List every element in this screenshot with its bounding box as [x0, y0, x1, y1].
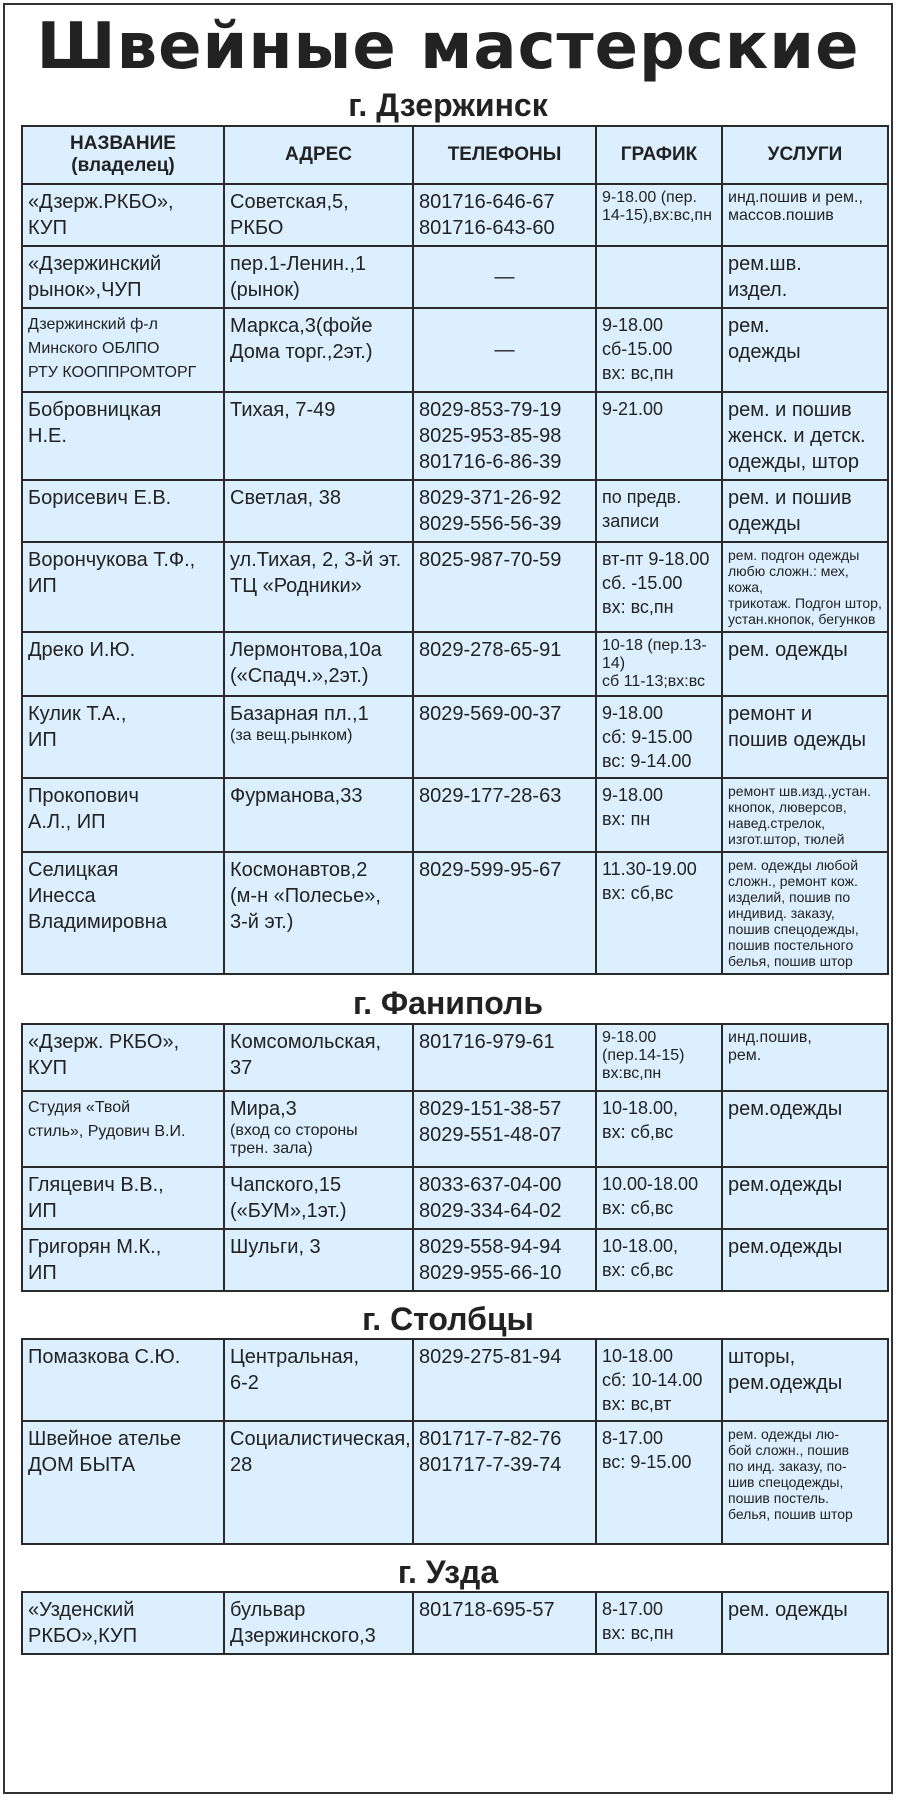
address-line: Центральная, — [230, 1346, 360, 1368]
name-line: Прокопович — [28, 785, 139, 807]
cell-phones — [413, 1421, 596, 1544]
table-row — [22, 696, 888, 778]
table-row — [22, 308, 888, 392]
name-line: «Дзерж.РКБО», — [28, 191, 174, 213]
cell-services — [722, 308, 888, 392]
header-schedule — [596, 126, 722, 184]
table-row — [22, 778, 888, 852]
cell-phones — [413, 308, 596, 392]
services-line: любю сложн.: мех, кожа, — [728, 563, 849, 595]
cell-address — [224, 392, 413, 480]
address-line: (м-н «Полесье», — [230, 885, 381, 907]
phone-line: 8029-558-94-94 — [419, 1236, 562, 1258]
cell-name — [22, 246, 224, 308]
schedule-line: 14-15),вх:вс,пн — [602, 207, 712, 224]
address-line: пер.1-Ленин.,1 — [230, 253, 367, 275]
cell-phones — [413, 1339, 596, 1421]
cell-services — [722, 1167, 888, 1229]
services-line: навед.стрелок, — [728, 815, 825, 831]
cell-address — [224, 778, 413, 852]
cell-address — [224, 1421, 413, 1544]
address-line: бульвар — [230, 1599, 306, 1621]
address-line: Тихая, 7-49 — [230, 399, 336, 421]
services-line: белья, пошив штор — [728, 953, 853, 969]
cell-schedule — [596, 246, 722, 308]
cell-name — [22, 308, 224, 392]
name-line: РТУ КООППРОМТОРГ — [28, 364, 197, 381]
cell-address — [224, 1592, 413, 1654]
schedule-line: 8-17.00 — [602, 1428, 664, 1448]
table-row — [22, 852, 888, 974]
schedule-line: 10-18.00, — [602, 1236, 679, 1256]
cell-schedule — [596, 1024, 722, 1091]
schedule-line: сб-15.00 — [602, 339, 673, 359]
schedule-line: сб: 9-15.00 — [602, 727, 693, 747]
city-heading: г. Узда — [397, 1554, 499, 1590]
city-heading: г. Столбцы — [362, 1301, 534, 1337]
listing-table — [21, 1023, 889, 1292]
cell-schedule — [596, 852, 722, 974]
schedule-line: записи — [602, 511, 660, 531]
phone-line: 8025-953-85-98 — [419, 425, 562, 447]
address-line: («БУМ»,1эт.) — [230, 1200, 347, 1222]
phone-line: 801716-6-86-39 — [419, 451, 562, 473]
address-line: 3-й эт.) — [230, 911, 294, 933]
cell-name — [22, 1024, 224, 1091]
schedule-line: по предв. — [602, 487, 682, 507]
services-line: белья, пошив штор — [728, 1506, 853, 1522]
phone-line: 8029-853-79-19 — [419, 399, 562, 421]
services-line: индивид. заказу, — [728, 905, 835, 921]
services-line: пошив постель. — [728, 1490, 830, 1506]
cell-address — [224, 852, 413, 974]
table-row — [22, 1024, 888, 1091]
address-line: Светлая, 38 — [230, 487, 342, 509]
cell-services — [722, 1024, 888, 1091]
cell-schedule — [596, 480, 722, 542]
cell-name — [22, 1339, 224, 1421]
schedule-line: 9-21.00 — [602, 399, 664, 419]
cell-address — [224, 1091, 413, 1167]
phone-line: 8029-275-81-94 — [419, 1346, 562, 1368]
cell-services — [722, 542, 888, 632]
phone-line: 801718-695-57 — [419, 1599, 555, 1621]
table-row — [22, 480, 888, 542]
schedule-line: вх: сб,вс — [602, 883, 674, 903]
services-line: одежды — [728, 513, 801, 535]
services-line: пошив одежды — [728, 729, 867, 751]
phone-line: 8029-151-38-57 — [419, 1098, 562, 1120]
schedule-line: 9-18.00 — [602, 703, 664, 723]
phone-line: 8033-637-04-00 — [419, 1174, 562, 1196]
listing-table — [21, 125, 889, 975]
header-phones-line: ТЕЛЕФОНЫ — [447, 144, 562, 165]
cell-name — [22, 184, 224, 246]
cell-phones — [413, 480, 596, 542]
table-row — [22, 1592, 888, 1654]
schedule-line: 9-18.00 — [602, 1029, 657, 1046]
name-line: Дзержинский ф-л — [28, 316, 158, 333]
services-line: бой сложн., пошив — [728, 1442, 850, 1458]
schedule-line: вх: сб,вс — [602, 1198, 674, 1218]
services-line: рем.одежды — [728, 1236, 843, 1258]
cell-name — [22, 778, 224, 852]
cell-phones — [413, 852, 596, 974]
address-line: Чапского,15 — [230, 1174, 342, 1196]
phone-line: 801716-646-67 — [419, 191, 555, 213]
header-name-line: НАЗВАНИЕ — [70, 133, 176, 154]
services-line: устан.кнопок, бегунков — [728, 611, 876, 627]
cell-services — [722, 1339, 888, 1421]
services-line: шив спецодежды, — [728, 1474, 844, 1490]
services-line: одежды, штор — [728, 451, 860, 473]
cell-services — [722, 778, 888, 852]
services-line: издел. — [728, 279, 788, 301]
cell-phones — [413, 1592, 596, 1654]
name-line: Владимировна — [28, 911, 167, 933]
services-line: кнопок, люверсов, — [728, 799, 847, 815]
phone-line: 801717-7-39-74 — [419, 1454, 562, 1476]
name-line: ИП — [28, 575, 57, 597]
address-line: 28 — [230, 1454, 253, 1476]
phone-line: 8029-955-66-10 — [419, 1262, 562, 1284]
name-line: КУП — [28, 217, 67, 239]
header-address-line: АДРЕС — [284, 144, 353, 165]
services-line: изгот.штор, тюлей — [728, 831, 845, 847]
phone-line: 8025-987-70-59 — [419, 549, 562, 571]
services-line: женск. и детск. — [728, 425, 866, 447]
address-line: Социалистическая, — [230, 1428, 411, 1450]
address-line: 37 — [230, 1057, 253, 1079]
schedule-line: вх: пн — [602, 809, 651, 829]
cell-services — [722, 1229, 888, 1291]
header-schedule-line: ГРАФИК — [620, 144, 698, 165]
cell-schedule — [596, 1339, 722, 1421]
table-row — [22, 246, 888, 308]
services-line: рем. — [728, 315, 770, 337]
name-line: Гляцевич В.В., — [28, 1174, 164, 1196]
address-line: (вход со стороны — [230, 1122, 358, 1139]
cell-phones — [413, 542, 596, 632]
name-line: Минского ОБЛПО — [28, 340, 160, 357]
name-line: Дреко И.Ю. — [28, 639, 136, 661]
schedule-line: 9-18.00 (пер. — [602, 189, 697, 206]
services-line: рем.одежды — [728, 1372, 843, 1394]
cell-address — [224, 246, 413, 308]
cell-phones — [413, 184, 596, 246]
cell-schedule — [596, 392, 722, 480]
schedule-line: 10-18 (пер.13-14) — [602, 637, 707, 672]
services-line: пошив спецодежды, — [728, 921, 859, 937]
cell-services — [722, 852, 888, 974]
listing-table — [21, 1338, 889, 1545]
phone-line: 8029-177-28-63 — [419, 785, 562, 807]
services-line: рем. одежды — [728, 639, 848, 661]
phone-line: — — [494, 266, 515, 288]
cell-services — [722, 696, 888, 778]
cell-address — [224, 480, 413, 542]
cell-address — [224, 1024, 413, 1091]
phone-line: — — [494, 339, 515, 361]
name-line: Ворончукова Т.Ф., — [28, 549, 196, 571]
services-line: массов.пошив — [728, 207, 834, 224]
cell-schedule — [596, 1229, 722, 1291]
cell-schedule — [596, 1167, 722, 1229]
table-row — [22, 1421, 888, 1544]
name-line: Студия «Твой — [28, 1099, 131, 1116]
cell-name — [22, 1091, 224, 1167]
services-line: одежды — [728, 341, 801, 363]
cell-services — [722, 246, 888, 308]
cell-schedule — [596, 1592, 722, 1654]
address-line: Лермонтова,10а — [230, 639, 382, 661]
address-line: Комсомольская, — [230, 1031, 382, 1053]
schedule-line: 10-18.00, — [602, 1098, 679, 1118]
phone-line: 8029-371-26-92 — [419, 487, 562, 509]
cell-services — [722, 480, 888, 542]
cell-phones — [413, 1024, 596, 1091]
cell-address — [224, 696, 413, 778]
cell-schedule — [596, 184, 722, 246]
address-line: трен. зала) — [230, 1140, 313, 1157]
address-line: Советская,5, — [230, 191, 349, 213]
services-line: рем. одежды лю- — [728, 1426, 840, 1442]
header-services — [722, 126, 888, 184]
schedule-line: вх: сб,вс — [602, 1122, 674, 1142]
cell-name — [22, 632, 224, 696]
services-line: рем. одежды — [728, 1599, 848, 1621]
table-row — [22, 542, 888, 632]
name-line: ИП — [28, 1262, 57, 1284]
name-line: «Дзержинский — [28, 253, 162, 275]
schedule-line: вс: 9-15.00 — [602, 1452, 692, 1472]
services-line: пошив постельного — [728, 937, 854, 953]
address-line: Шульги, 3 — [230, 1236, 321, 1258]
cell-services — [722, 1592, 888, 1654]
cell-name — [22, 696, 224, 778]
services-line: рем. и пошив — [728, 399, 852, 421]
address-line: Фурманова,33 — [230, 785, 363, 807]
cell-name — [22, 1421, 224, 1544]
schedule-line: сб: 10-14.00 — [602, 1370, 703, 1390]
phone-line: 8029-556-56-39 — [419, 513, 562, 535]
cell-services — [722, 1091, 888, 1167]
listing-content — [5, 85, 891, 1655]
cell-schedule — [596, 1091, 722, 1167]
phone-line: 8029-278-65-91 — [419, 639, 562, 661]
table-row — [22, 1091, 888, 1167]
header-name — [22, 126, 224, 184]
name-line: Швейное ателье — [28, 1428, 182, 1450]
name-line: стиль», Рудович В.И. — [28, 1123, 186, 1140]
name-line: Кулик Т.А., — [28, 703, 127, 725]
services-line: рем.одежды — [728, 1098, 843, 1120]
header-name-line: (владелец) — [71, 155, 175, 176]
table-header-row — [22, 126, 888, 184]
header-address — [224, 126, 413, 184]
cell-services — [722, 632, 888, 696]
services-line: рем. — [728, 1047, 762, 1064]
city-heading: г. Фаниполь — [352, 985, 544, 1021]
name-line: «Дзерж. РКБО», — [28, 1031, 180, 1053]
listing-table — [21, 1591, 889, 1655]
cell-name — [22, 852, 224, 974]
schedule-line: 8-17.00 — [602, 1599, 664, 1619]
address-line: 6-2 — [230, 1372, 259, 1394]
name-line: Селицкая — [28, 859, 119, 881]
table-row — [22, 1339, 888, 1421]
cell-phones — [413, 778, 596, 852]
name-line: Бобровницкая — [28, 399, 162, 421]
address-line: Космонавтов,2 — [230, 859, 368, 881]
address-line: Дзержинского,3 — [230, 1625, 376, 1647]
name-line: Инесса — [28, 885, 96, 907]
schedule-line: 11.30-19.00 — [602, 859, 697, 879]
address-line: ул.Тихая, 2, 3-й эт. — [230, 549, 402, 571]
schedule-line: вх: вс,пн — [602, 363, 674, 383]
schedule-line: 10-18.00 — [602, 1346, 674, 1366]
name-line: «Узденский — [28, 1599, 135, 1621]
cell-address — [224, 542, 413, 632]
services-line: рем.шв. — [728, 253, 802, 275]
table-row — [22, 1167, 888, 1229]
address-line: (за вещ.рынком) — [230, 727, 353, 744]
schedule-line: сб 11-13;вх:вс — [602, 673, 706, 690]
schedule-line: 9-18.00 — [602, 315, 664, 335]
cell-services — [722, 184, 888, 246]
cell-schedule — [596, 696, 722, 778]
name-line: Н.Е. — [28, 425, 67, 447]
cell-name — [22, 392, 224, 480]
address-line: Мира,3 — [230, 1098, 297, 1120]
phone-line: 8029-334-64-02 — [419, 1200, 562, 1222]
services-line: ремонт шв.изд.,устан. — [728, 783, 871, 799]
name-line: ДОМ БЫТА — [28, 1454, 136, 1476]
cell-phones — [413, 246, 596, 308]
schedule-line: вх: вс,пн — [602, 1623, 674, 1643]
cell-schedule — [596, 308, 722, 392]
name-line: Борисевич Е.В. — [28, 487, 172, 509]
address-line: Дома торг.,2эт.) — [230, 341, 373, 363]
name-line: Помазкова С.Ю. — [28, 1346, 181, 1368]
name-line: ИП — [28, 1200, 57, 1222]
page — [3, 3, 893, 1794]
services-line: шторы, — [728, 1346, 796, 1368]
cell-name — [22, 542, 224, 632]
schedule-line: 9-18.00 — [602, 785, 664, 805]
cell-address — [224, 1339, 413, 1421]
cell-phones — [413, 1229, 596, 1291]
table-row — [22, 632, 888, 696]
name-line: А.Л., ИП — [28, 811, 106, 833]
cell-address — [224, 1229, 413, 1291]
services-line: рем. и пошив — [728, 487, 852, 509]
cell-phones — [413, 696, 596, 778]
schedule-line: (пер.14-15) — [602, 1047, 685, 1064]
schedule-line: вт-пт 9-18.00 — [602, 549, 710, 569]
services-line: инд.пошив, — [728, 1029, 812, 1046]
schedule-line: сб. -15.00 — [602, 573, 683, 593]
schedule-line: 10.00-18.00 — [602, 1174, 699, 1194]
table-row — [22, 184, 888, 246]
schedule-line: вх: сб,вс — [602, 1260, 674, 1280]
cell-schedule — [596, 542, 722, 632]
services-line: по инд. заказу, по- — [728, 1458, 847, 1474]
address-line: Маркса,3(фойе — [230, 315, 373, 337]
phone-line: 8029-569-00-37 — [419, 703, 562, 725]
schedule-line: вх: вс,пн — [602, 597, 674, 617]
services-line: инд.пошив и рем., — [728, 189, 863, 206]
city-heading: г. Дзержинск — [348, 87, 548, 123]
cell-address — [224, 1167, 413, 1229]
services-line: рем. подгон одежды — [728, 547, 860, 563]
header-phones — [413, 126, 596, 184]
cell-address — [224, 184, 413, 246]
services-line: сложн., ремонт кож. — [728, 873, 858, 889]
phone-line: 8029-551-48-07 — [419, 1124, 562, 1146]
cell-schedule — [596, 778, 722, 852]
schedule-line: вх:вс,пн — [602, 1065, 662, 1082]
cell-phones — [413, 392, 596, 480]
address-line: ТЦ «Родники» — [230, 575, 362, 597]
header-services-line: УСЛУГИ — [767, 144, 843, 165]
name-line: рынок»,ЧУП — [28, 279, 142, 301]
phone-line: 801717-7-82-76 — [419, 1428, 562, 1450]
schedule-line: вх: вс,вт — [602, 1394, 672, 1414]
name-line: ИП — [28, 729, 57, 751]
cell-phones — [413, 1167, 596, 1229]
services-line: рем. одежды любой — [728, 857, 859, 873]
address-line: РКБО — [230, 217, 284, 239]
cell-schedule — [596, 632, 722, 696]
name-line: Григорян М.К., — [28, 1236, 162, 1258]
cell-phones — [413, 1091, 596, 1167]
table-row — [22, 1229, 888, 1291]
services-line: ремонт и — [728, 703, 813, 725]
cell-services — [722, 392, 888, 480]
cell-name — [22, 1592, 224, 1654]
cell-address — [224, 632, 413, 696]
address-line: Базарная пл.,1 — [230, 703, 369, 725]
phone-line: 8029-599-95-67 — [419, 859, 562, 881]
name-line: КУП — [28, 1057, 67, 1079]
page-title: Швейные мастерские — [36, 10, 860, 84]
cell-phones — [413, 632, 596, 696]
cell-name — [22, 480, 224, 542]
cell-name — [22, 1229, 224, 1291]
cell-schedule — [596, 1421, 722, 1544]
address-line: («Спадч.»,2эт.) — [230, 665, 369, 687]
services-line: рем.одежды — [728, 1174, 843, 1196]
cell-address — [224, 308, 413, 392]
name-line: РКБО»,КУП — [28, 1625, 138, 1647]
phone-line: 801716-979-61 — [419, 1031, 555, 1053]
table-row — [22, 392, 888, 480]
cell-services — [722, 1421, 888, 1544]
address-line: (рынок) — [230, 279, 300, 301]
cell-name — [22, 1167, 224, 1229]
services-line: изделий, пошив по — [728, 889, 851, 905]
schedule-line: вс: 9-14.00 — [602, 751, 692, 771]
phone-line: 801716-643-60 — [419, 217, 555, 239]
services-line: трикотаж. Подгон штор, — [728, 595, 882, 611]
